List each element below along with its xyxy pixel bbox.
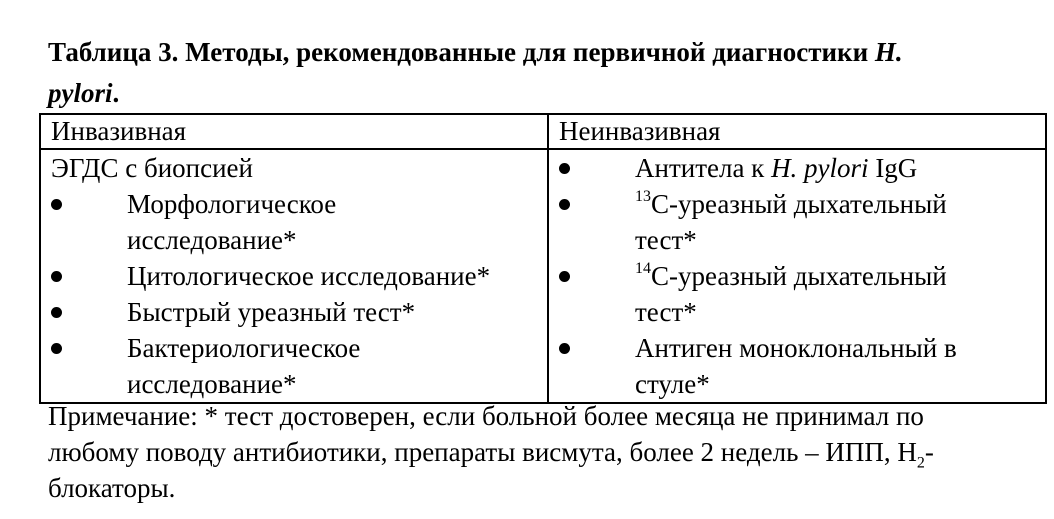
bullet-icon <box>559 271 570 282</box>
note-line3: блокаторы. <box>48 473 176 503</box>
invasive-cell <box>40 149 548 403</box>
list-item <box>51 294 537 330</box>
note-line1: Примечание: * тест достоверен, если больной более месяца не принимал по <box>48 401 924 431</box>
table-body-row <box>40 149 1046 403</box>
invasive-list <box>51 186 537 402</box>
noninvasive-item-3-line1: С-уреазный дыхательный <box>651 261 947 291</box>
caption-species: pylori <box>48 78 113 108</box>
list-item <box>559 330 1035 402</box>
noninvasive-item-1-after: IgG <box>868 153 918 183</box>
bullet-icon <box>559 163 570 174</box>
list-item <box>51 258 537 294</box>
noninvasive-item-3-line2: тест* <box>635 297 697 327</box>
header-noninvasive: Неинвазивная <box>548 114 1046 149</box>
invasive-item-1-line2: исследование* <box>127 225 297 255</box>
invasive-item-2: Цитологическое исследование* <box>127 261 491 291</box>
list-item <box>51 186 537 258</box>
noninvasive-item-2-line1: С-уреазный дыхательный <box>651 189 947 219</box>
caption-prefix: Таблица 3. Методы, рекомендованные для первичной диагностики <box>48 37 875 67</box>
noninvasive-item-2-line2: тест* <box>635 225 697 255</box>
bullet-icon <box>559 343 570 354</box>
noninvasive-list <box>559 150 1035 402</box>
bullet-icon <box>51 343 62 354</box>
noninvasive-item-1-organism: H. pylori <box>771 153 869 183</box>
table-header-row <box>40 114 1046 149</box>
list-item <box>559 186 1035 258</box>
invasive-item-1-line1: Морфологическое <box>127 189 337 219</box>
list-item <box>559 150 1035 186</box>
isotope-14-superscript: 14 <box>635 260 651 277</box>
bullet-icon <box>51 307 62 318</box>
caption-genus: H. <box>874 37 903 67</box>
noninvasive-cell <box>548 149 1046 403</box>
note-line2-end: - <box>924 437 934 467</box>
bullet-icon <box>51 199 62 210</box>
note-subscript: 2 <box>916 454 925 472</box>
invasive-item-3: Быстрый уреазный тест* <box>127 297 416 327</box>
list-item <box>51 330 537 402</box>
header-invasive: Инвазивная <box>40 114 548 149</box>
table-note <box>48 398 1038 506</box>
note-line2: любому поводу антибиотики, препараты висмута, более 2 недель – ИПП, Н <box>48 437 917 467</box>
caption-suffix: . <box>112 78 120 108</box>
noninvasive-item-4-line2: стуле* <box>635 369 710 399</box>
bullet-icon <box>51 271 62 282</box>
invasive-intro: ЭГДС с биопсией <box>51 153 253 183</box>
table-caption <box>48 32 1008 114</box>
noninvasive-item-1-before: Антитела к <box>635 153 772 183</box>
invasive-item-4-line2: исследование* <box>127 369 297 399</box>
diagnostics-table <box>39 113 1047 404</box>
isotope-13-superscript: 13 <box>635 188 651 205</box>
list-item <box>559 258 1035 330</box>
noninvasive-item-4-line1: Антиген моноклональный в <box>635 333 957 363</box>
invasive-item-4-line1: Бактериологическое <box>127 333 361 363</box>
bullet-icon <box>559 199 570 210</box>
